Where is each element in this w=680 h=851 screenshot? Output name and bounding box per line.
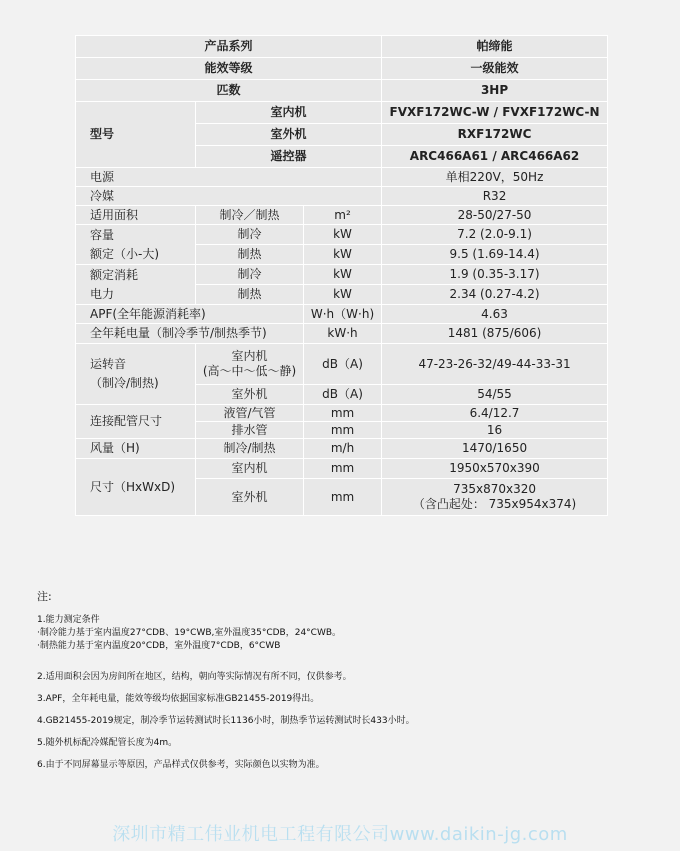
spec-table: [75, 35, 608, 516]
piping-drain-unit: mm: [304, 422, 382, 439]
capacity-label-line1: 容量: [90, 227, 115, 242]
note-1-heating: ·制热能力基于室内温度20°CDB，室外温度7°CDB，6°CWB: [37, 641, 281, 651]
refrigerant-value: R32: [382, 187, 608, 206]
footer-watermark: 深圳市精工伟业机电工程有限公司www.daikin-jg.com: [112, 824, 568, 845]
noise-label-line2: （制冷/制热): [90, 376, 159, 390]
noise-outdoor-unit: dB（A): [304, 385, 382, 405]
consumption-cooling-unit: kW: [304, 265, 382, 285]
model-remote-value: ARC466A61 / ARC466A62: [382, 146, 608, 168]
refrigerant-label: 冷媒: [76, 187, 382, 206]
notes-title: 注:: [37, 590, 52, 603]
piping-liquid-value: 6.4/12.7: [382, 405, 608, 422]
consumption-cooling-value: 1.9 (0.35-3.17): [382, 265, 608, 285]
piping-liquid-unit: mm: [304, 405, 382, 422]
noise-indoor-part-line1: 室内机: [231, 349, 268, 363]
model-outdoor-value: RXF172WC: [382, 124, 608, 146]
dimensions-indoor-value: 1950x570x390: [382, 459, 608, 479]
consumption-heating-value: 2.34 (0.27-4.2): [382, 285, 608, 305]
row-piping-liquid: [76, 405, 608, 422]
noise-indoor-part: [196, 344, 304, 385]
note-1-cooling: ·制冷能力基于室内温度27°CDB、19°CWB,室外温度35°CDB，24°CWB。: [37, 628, 342, 638]
area-value: 28-50/27-50: [382, 206, 608, 225]
noise-label-line1: 运转音: [90, 357, 127, 371]
dimensions-outdoor-value: [382, 479, 608, 516]
piping-drain-value: 16: [382, 422, 608, 439]
dimensions-outdoor-value-line1: 735x870x320: [453, 482, 536, 496]
row-area: [76, 206, 608, 225]
note-4: 4.GB21455-2019规定，制冷季节运转测试时长1136小时，制热季节运转测试时长433小时。: [37, 716, 415, 726]
dimensions-outdoor-value-line2: （含凸起处： 735x954x374): [412, 497, 577, 511]
capacity-cooling-unit: kW: [304, 225, 382, 245]
row-consumption-cooling: [76, 265, 608, 285]
consumption-label-line1: 额定消耗: [90, 267, 139, 282]
consumption-label-line2: 电力: [90, 286, 115, 301]
airflow-unit: m/h: [304, 439, 382, 459]
piping-liquid-part: 液管/气管: [196, 405, 304, 422]
airflow-label: 风量（H): [76, 439, 196, 459]
airflow-mode: 制冷/制热: [196, 439, 304, 459]
row-annual: [76, 324, 608, 344]
dimensions-label: 尺寸（HxWxD): [76, 459, 196, 516]
note-1-title: 1.能力测定条件: [37, 615, 100, 625]
noise-label: [76, 344, 196, 405]
apf-label: APF(全年能源消耗率): [76, 305, 304, 324]
capacity-heating-unit: kW: [304, 245, 382, 265]
capacity-cooling-value: 7.2 (2.0-9.1): [382, 225, 608, 245]
area-unit: m²: [304, 206, 382, 225]
noise-indoor-part-line2: (高～中～低～静): [202, 364, 297, 378]
note-3: 3.APF，全年耗电量，能效等级均依据国家标准GB21455-2019得出。: [37, 694, 320, 704]
model-indoor-label: 室内机: [196, 102, 382, 124]
row-refrigerant: [76, 187, 608, 206]
row-airflow: [76, 439, 608, 459]
capacity-label: [76, 225, 196, 265]
model-indoor-value: FVXF172WC-W / FVXF172WC-N: [382, 102, 608, 124]
consumption-heating-mode: 制热: [196, 285, 304, 305]
row-model-indoor: [76, 102, 608, 124]
power-value: 单相220V，50Hz: [382, 168, 608, 187]
area-label: 适用面积: [76, 206, 196, 225]
consumption-heating-unit: kW: [304, 285, 382, 305]
piping-label: 连接配管尺寸: [76, 405, 196, 439]
model-outdoor-label: 室外机: [196, 124, 382, 146]
dimensions-outdoor-unit: mm: [304, 479, 382, 516]
noise-outdoor-value: 54/55: [382, 385, 608, 405]
noise-indoor-value: 47-23-26-32/49-44-33-31: [382, 344, 608, 385]
capacity-label-line2: 额定（小-大): [90, 246, 160, 261]
efficiency-value: 一级能效: [382, 58, 608, 80]
notes-section: [37, 588, 637, 772]
dimensions-indoor-part: 室内机: [196, 459, 304, 479]
dimensions-outdoor-part: 室外机: [196, 479, 304, 516]
area-mode: 制冷／制热: [196, 206, 304, 225]
horsepower-label: 匹数: [76, 80, 382, 102]
horsepower-value: 3HP: [382, 80, 608, 102]
apf-value: 4.63: [382, 305, 608, 324]
model-label: 型号: [76, 102, 196, 168]
model-remote-label: 遥控器: [196, 146, 382, 168]
row-efficiency: [76, 58, 608, 80]
consumption-label: [76, 265, 196, 305]
consumption-cooling-mode: 制冷: [196, 265, 304, 285]
annual-label: 全年耗电量（制冷季节/制热季节): [76, 324, 304, 344]
noise-indoor-unit: dB（A): [304, 344, 382, 385]
annual-unit: kW·h: [304, 324, 382, 344]
row-series: [76, 36, 608, 58]
note-2: 2.适用面积会因为房间所在地区，结构，朝向等实际情况有所不同，仅供参考。: [37, 672, 352, 682]
capacity-heating-mode: 制热: [196, 245, 304, 265]
airflow-value: 1470/1650: [382, 439, 608, 459]
dimensions-indoor-unit: mm: [304, 459, 382, 479]
note-5: 5.随外机标配冷媒配管长度为4m。: [37, 738, 178, 748]
note-6: 6.由于不同屏幕显示等原因，产品样式仅供参考，实际颜色以实物为准。: [37, 760, 325, 770]
noise-outdoor-part: 室外机: [196, 385, 304, 405]
row-power: [76, 168, 608, 187]
piping-drain-part: 排水管: [196, 422, 304, 439]
capacity-heating-value: 9.5 (1.69-14.4): [382, 245, 608, 265]
annual-value: 1481 (875/606): [382, 324, 608, 344]
row-capacity-cooling: [76, 225, 608, 245]
apf-unit: W·h（W·h): [304, 305, 382, 324]
row-dimensions-indoor: [76, 459, 608, 479]
efficiency-label: 能效等级: [76, 58, 382, 80]
series-value: 帕缔能: [382, 36, 608, 58]
capacity-cooling-mode: 制冷: [196, 225, 304, 245]
power-label: 电源: [76, 168, 382, 187]
row-noise-indoor: [76, 344, 608, 385]
row-horsepower: [76, 80, 608, 102]
series-label: 产品系列: [76, 36, 382, 58]
row-apf: [76, 305, 608, 324]
